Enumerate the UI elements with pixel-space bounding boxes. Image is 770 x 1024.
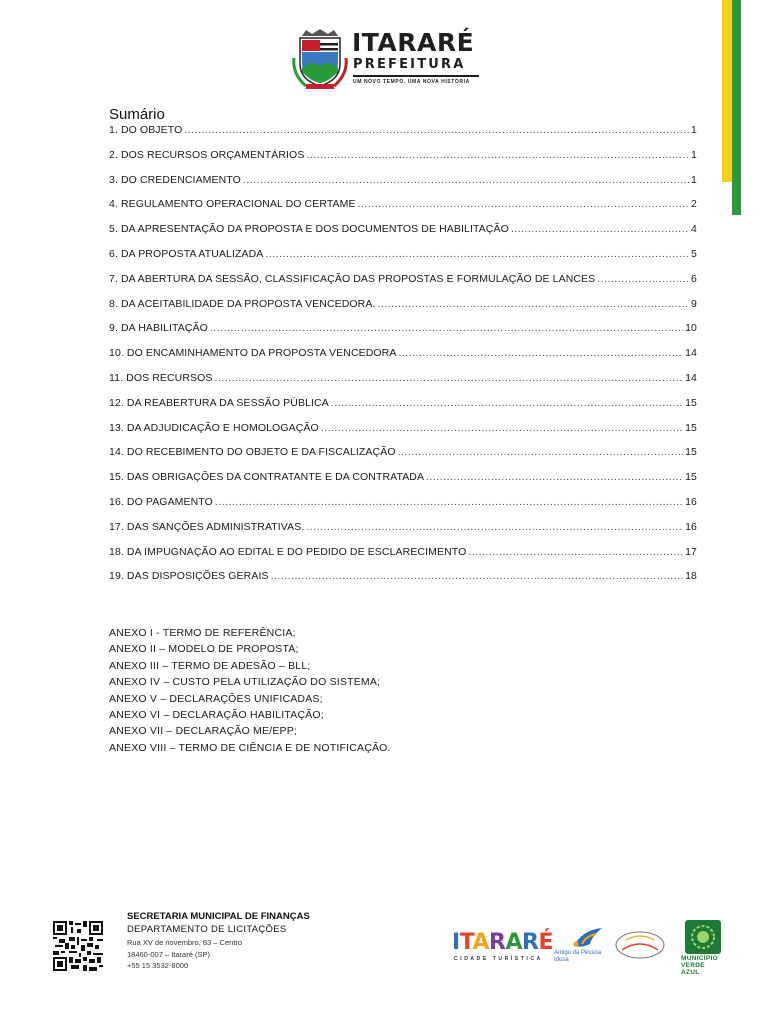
- side-stripe-yellow: [722, 0, 732, 182]
- toc-item-page: 16: [685, 495, 697, 508]
- footer-division: DEPARTAMENTO DE LICITAÇÕES: [127, 924, 287, 935]
- toc-item-label: 5. DA APRESENTAÇÃO DA PROPOSTA E DOS DOCUMENTOS DE HABILITAÇÃO: [109, 223, 509, 236]
- toc-item[interactable]: [109, 397, 697, 422]
- toc-item-page: 5: [691, 247, 697, 260]
- footer-department: SECRETARIA MUNICIPAL DE FINANÇAS: [127, 911, 310, 922]
- toc-leader-dots: [358, 198, 689, 210]
- toc-item-label: 8. DA ACEITABILIDADE DA PROPOSTA VENCEDORA.: [109, 297, 376, 310]
- toc-item-page: 14: [685, 347, 697, 360]
- toc-item-label: 7. DA ABERTURA DA SESSÃO, CLASSIFICAÇÃO DAS PROPOSTAS E FORMULAÇÃO DE LANCES: [109, 272, 596, 285]
- annex-item: ANEXO VIII – TERMO DE CIÊNCIA E DE NOTIFICAÇÃO.: [109, 741, 391, 754]
- toc-leader-dots: [210, 322, 683, 334]
- toc-leader-dots: [271, 570, 684, 582]
- qr-code-icon: [53, 921, 103, 971]
- toc-item-label: 15. DAS OBRIGAÇÕES DA CONTRATANTE E DA CONTRATADA: [109, 471, 425, 484]
- toc-item-page: 17: [685, 545, 697, 558]
- toc-leader-dots: [511, 223, 689, 235]
- brand-slogan: UM NOVO TEMPO. UMA NOVA HISTÓRIA: [353, 79, 470, 85]
- toc-item-page: 10: [685, 322, 697, 335]
- itarare-turistica-logo: [452, 930, 553, 970]
- toc-leader-dots: [184, 124, 689, 136]
- toc-item-label: 6. DA PROPOSTA ATUALIZADA: [109, 247, 264, 260]
- prefeitura-logo: [292, 28, 492, 90]
- toc-item-label: 12. DA REABERTURA DA SESSÃO PÚBLICA: [109, 396, 329, 409]
- toc-item[interactable]: [109, 422, 697, 447]
- municipio-verde-azul-logo: [681, 920, 725, 976]
- toc-item-label: 18. DA IMPUGNAÇÃO AO EDITAL E DO PEDIDO DE ESCLARECIMENTO: [109, 545, 467, 558]
- toc-item[interactable]: [109, 496, 697, 521]
- toc-item[interactable]: [109, 546, 697, 571]
- toc-item-label: 14. DO RECEBIMENTO DO OBJETO E DA FISCALIZAÇÃO: [109, 446, 396, 459]
- toc-item[interactable]: [109, 570, 697, 595]
- toc-item-label: 11. DOS RECURSOS: [109, 371, 213, 384]
- toc-item[interactable]: [109, 347, 697, 372]
- toc-item-label: 16. DO PAGAMENTO: [109, 495, 213, 508]
- toc-item-page: 1: [691, 124, 697, 136]
- toc-item[interactable]: [109, 471, 697, 496]
- toc-item-label: 2. DOS RECURSOS ORÇAMENTÁRIOS: [109, 148, 305, 161]
- toc-item-page: 15: [685, 396, 697, 409]
- toc-item-label: 10. DO ENCAMINHAMENTO DA PROPOSTA VENCEDORA: [109, 347, 397, 360]
- toc-item-page: 9: [691, 297, 697, 310]
- toc-leader-dots: [331, 397, 683, 409]
- toc-item-label: 13. DA ADJUDICAÇÃO E HOMOLOGAÇÃO: [109, 421, 319, 434]
- toc-item[interactable]: [109, 174, 697, 199]
- seal-icon: [612, 928, 668, 962]
- verde-azul-emblem: [685, 920, 721, 954]
- toc-leader-dots: [398, 347, 683, 359]
- brand-name: ITARARÉ: [352, 28, 475, 57]
- bird-icon: [552, 926, 608, 952]
- toc-item-page: 16: [685, 520, 697, 533]
- municipio-verde-azul-text: MUNICÍPIO VERDE AZUL: [681, 955, 719, 976]
- footer-phone: +55 15 3532-8000: [127, 961, 189, 970]
- table-of-contents: [109, 124, 697, 595]
- toc-item-page: 1: [691, 148, 697, 161]
- toc-item-label: 17. DAS SANÇÕES ADMINISTRATIVAS.: [109, 520, 305, 533]
- toc-item-page: 15: [685, 421, 697, 434]
- summary-title: Sumário: [109, 106, 165, 123]
- itarare-logo-subtitle: CIDADE TURÍSTICA: [454, 956, 543, 962]
- annex-item: ANEXO VI – DECLARAÇÃO HABILITAÇÃO;: [109, 709, 324, 722]
- toc-item[interactable]: [109, 198, 697, 223]
- toc-item-label: 3. DO CREDENCIAMENTO: [109, 173, 241, 186]
- annex-list: [109, 625, 391, 756]
- toc-item[interactable]: [109, 223, 697, 248]
- toc-item-page: 18: [685, 570, 697, 583]
- toc-item-page: 6: [691, 272, 697, 285]
- amigo-pessoa-idosa-text: Amigo da Pessoa Idosa: [554, 950, 602, 963]
- toc-leader-dots: [243, 174, 689, 186]
- city-crest-icon: [292, 28, 348, 90]
- toc-item-label: 9. DA HABILITAÇÃO: [109, 322, 208, 335]
- footer-address: Rua XV de novembro, 83 – Centro: [127, 938, 243, 947]
- toc-item-page: 2: [691, 198, 697, 211]
- amigo-pessoa-idosa-logo: [552, 926, 608, 970]
- toc-leader-dots: [426, 471, 683, 483]
- annex-item: ANEXO IV – CUSTO PELA UTILIZAÇÃO DO SISTEMA;: [109, 676, 381, 689]
- toc-item[interactable]: [109, 149, 697, 174]
- annex-item: ANEXO II – MODELO DE PROPOSTA;: [109, 643, 299, 656]
- toc-item[interactable]: [109, 446, 697, 471]
- toc-leader-dots: [597, 273, 689, 285]
- annex-item: ANEXO I - TERMO DE REFERÊNCIA;: [109, 627, 296, 639]
- toc-item[interactable]: [109, 273, 697, 298]
- toc-item[interactable]: [109, 248, 697, 273]
- toc-item-label: 4. REGULAMENTO OPERACIONAL DO CERTAME: [109, 198, 356, 211]
- itarare-logo-word: ITARARÉ: [452, 930, 553, 955]
- toc-item[interactable]: [109, 372, 697, 397]
- toc-item-page: 4: [691, 223, 697, 236]
- toc-item[interactable]: [109, 322, 697, 347]
- toc-item-page: 15: [685, 471, 697, 484]
- leaf-icon: [685, 920, 721, 954]
- cidade-amiga-logo: [612, 928, 668, 962]
- brand-divider: [353, 75, 479, 77]
- toc-item[interactable]: [109, 521, 697, 546]
- toc-item-page: 14: [685, 371, 697, 384]
- toc-leader-dots: [321, 422, 683, 434]
- annex-item: ANEXO III – TERMO DE ADESÃO – BLL;: [109, 659, 311, 672]
- toc-leader-dots: [468, 546, 683, 558]
- toc-leader-dots: [378, 298, 690, 310]
- toc-leader-dots: [265, 248, 689, 260]
- toc-leader-dots: [306, 521, 683, 533]
- footer-postal: 18460-007 – Itararé (SP): [127, 949, 210, 959]
- toc-item-page: 1: [691, 173, 697, 186]
- toc-item-page: 15: [685, 446, 697, 459]
- toc-item-label: 19. DAS DISPOSIÇÕES GERAIS: [109, 570, 269, 583]
- toc-item[interactable]: [109, 298, 697, 323]
- toc-leader-dots: [306, 149, 689, 161]
- toc-leader-dots: [215, 372, 684, 384]
- side-stripe-green: [732, 0, 741, 215]
- annex-item: ANEXO VII – DECLARAÇÃO ME/EPP;: [109, 725, 298, 738]
- toc-leader-dots: [215, 496, 683, 508]
- toc-leader-dots: [398, 446, 684, 458]
- toc-item[interactable]: [109, 124, 697, 149]
- annex-item: ANEXO V – DECLARAÇÕES UNIFICADAS;: [109, 692, 323, 705]
- brand-subtitle: PREFEITURA: [353, 57, 466, 72]
- toc-item-label: 1. DO OBJETO: [109, 124, 183, 136]
- footer-contact: [127, 910, 310, 972]
